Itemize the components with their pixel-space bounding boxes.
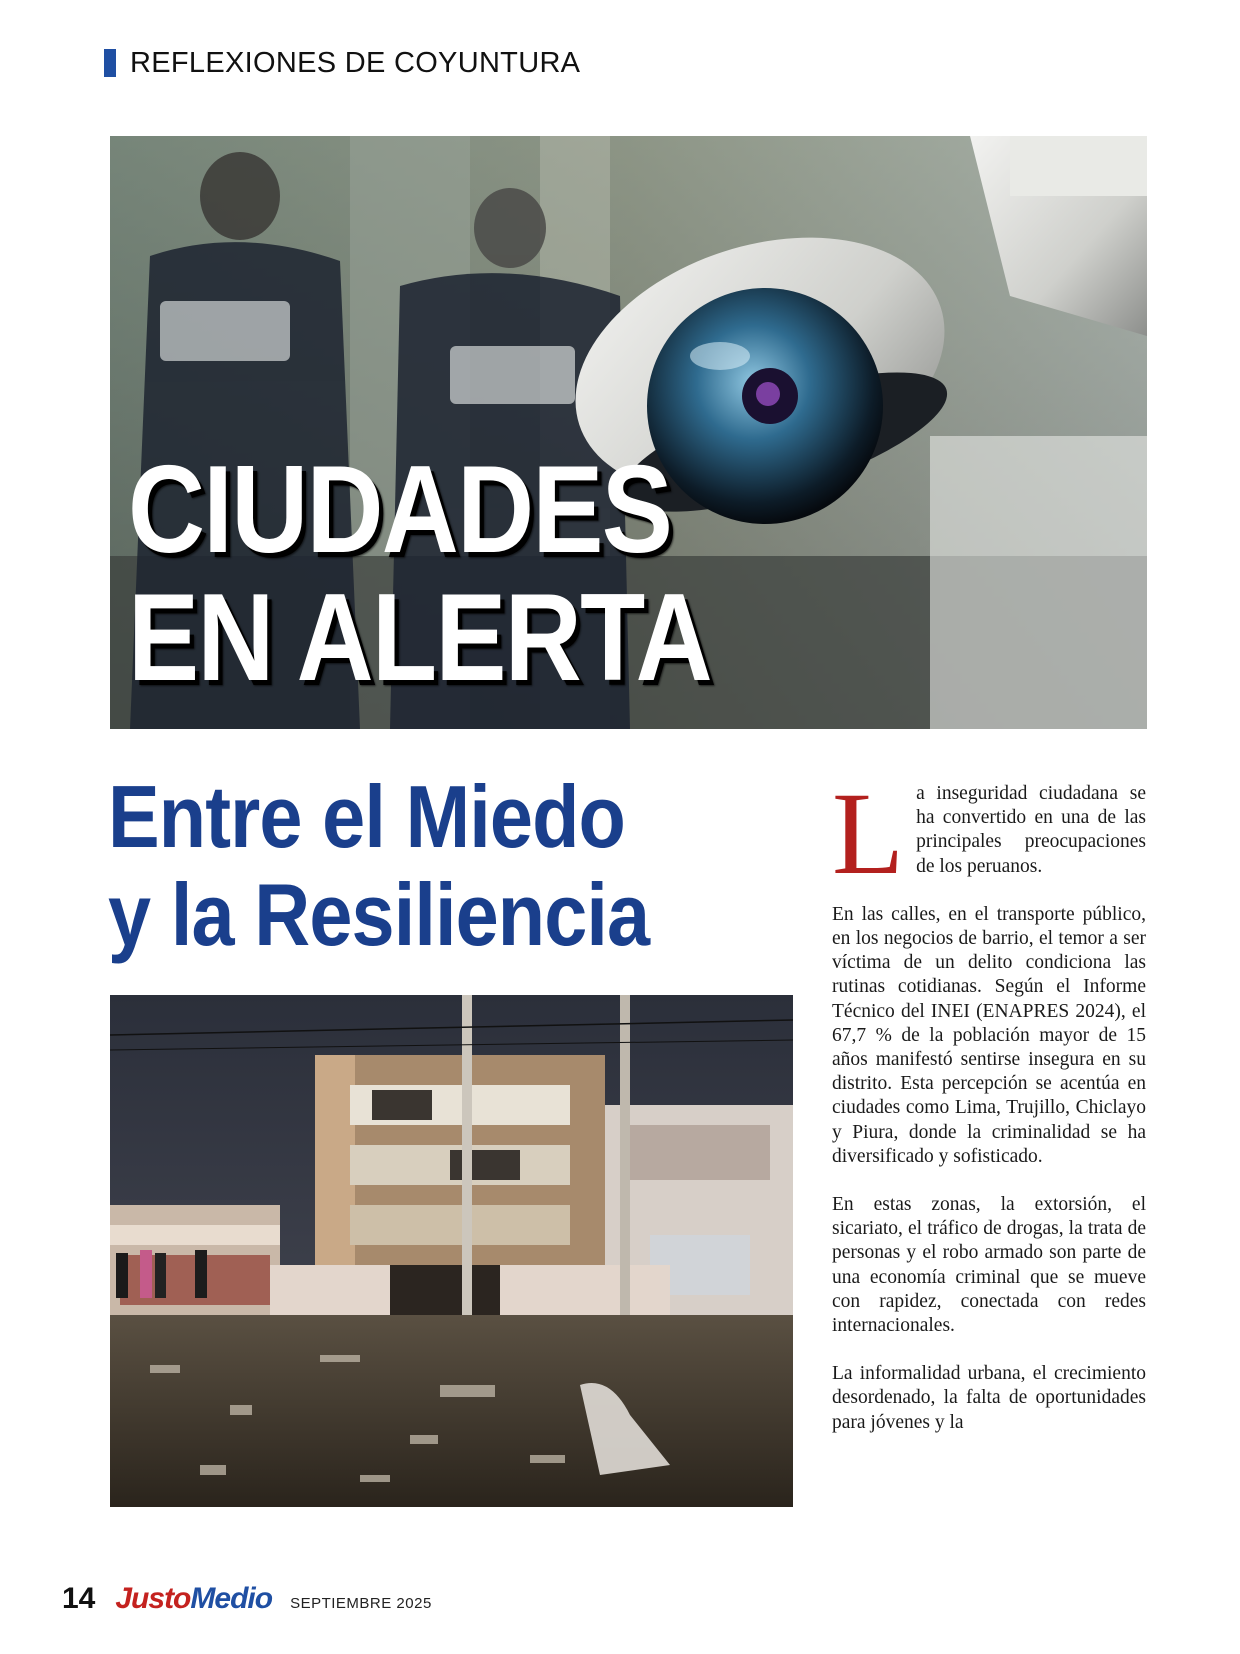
drop-cap: L <box>832 768 905 899</box>
explosion-scene-photo <box>110 995 793 1507</box>
paragraph-1 <box>832 768 1146 899</box>
subtitle-line1: Entre el Miedo <box>108 767 625 866</box>
paragraph-1-text: a inseguridad ciudadana se ha convertido en una de las principales preocupaciones de los peruanos. <box>916 783 1146 877</box>
page-footer <box>62 1582 432 1616</box>
paragraph-4: La informalidad urbana, el crecimiento desordenado, la falta de oportunidades para jóvenes y la <box>832 1363 1146 1433</box>
section-header <box>104 48 580 78</box>
issue-date: SEPTIEMBRE 2025 <box>290 1595 432 1612</box>
hero-image <box>110 136 1147 729</box>
scene-photo-illustration <box>110 995 793 1507</box>
article-subtitle <box>108 768 649 964</box>
hero-title <box>128 441 711 707</box>
logo-part-justo: Justo <box>115 1582 191 1615</box>
logo-part-medio: Medio <box>190 1582 273 1615</box>
article-body <box>832 768 1146 1459</box>
section-accent-bar <box>104 49 116 77</box>
hero-title-line2: EN ALERTA <box>128 569 711 707</box>
page-number: 14 <box>62 1582 96 1615</box>
subtitle-line2: y la Resiliencia <box>108 865 650 964</box>
paragraph-3: En estas zonas, la extorsión, el sicariato, el tráfico de drogas, la trata de personas y el robo armado son parte de una economía criminal que se mueve con rapidez, conectada con redes internacionales. <box>832 1194 1146 1337</box>
hero-title-line1: CIUDADES <box>128 441 672 579</box>
magazine-logo <box>115 1582 272 1616</box>
section-label: REFLEXIONES DE COYUNTURA <box>130 46 581 79</box>
paragraph-2: En las calles, en el transporte público, en los negocios de barrio, el temor a ser víctima de un delito condiciona las rutinas cotidianas. Según el Informe Técnico del INEI (ENAPRES 2024), el 67,7 % de la población mayor de 15 años manifestó sentirse insegura en su distrito. Esta percepción se acentúa en ciudades como Lima, Trujillo, Chiclayo y Piura, donde la criminalidad se ha diversificado y sofisticado. <box>832 903 1146 1167</box>
